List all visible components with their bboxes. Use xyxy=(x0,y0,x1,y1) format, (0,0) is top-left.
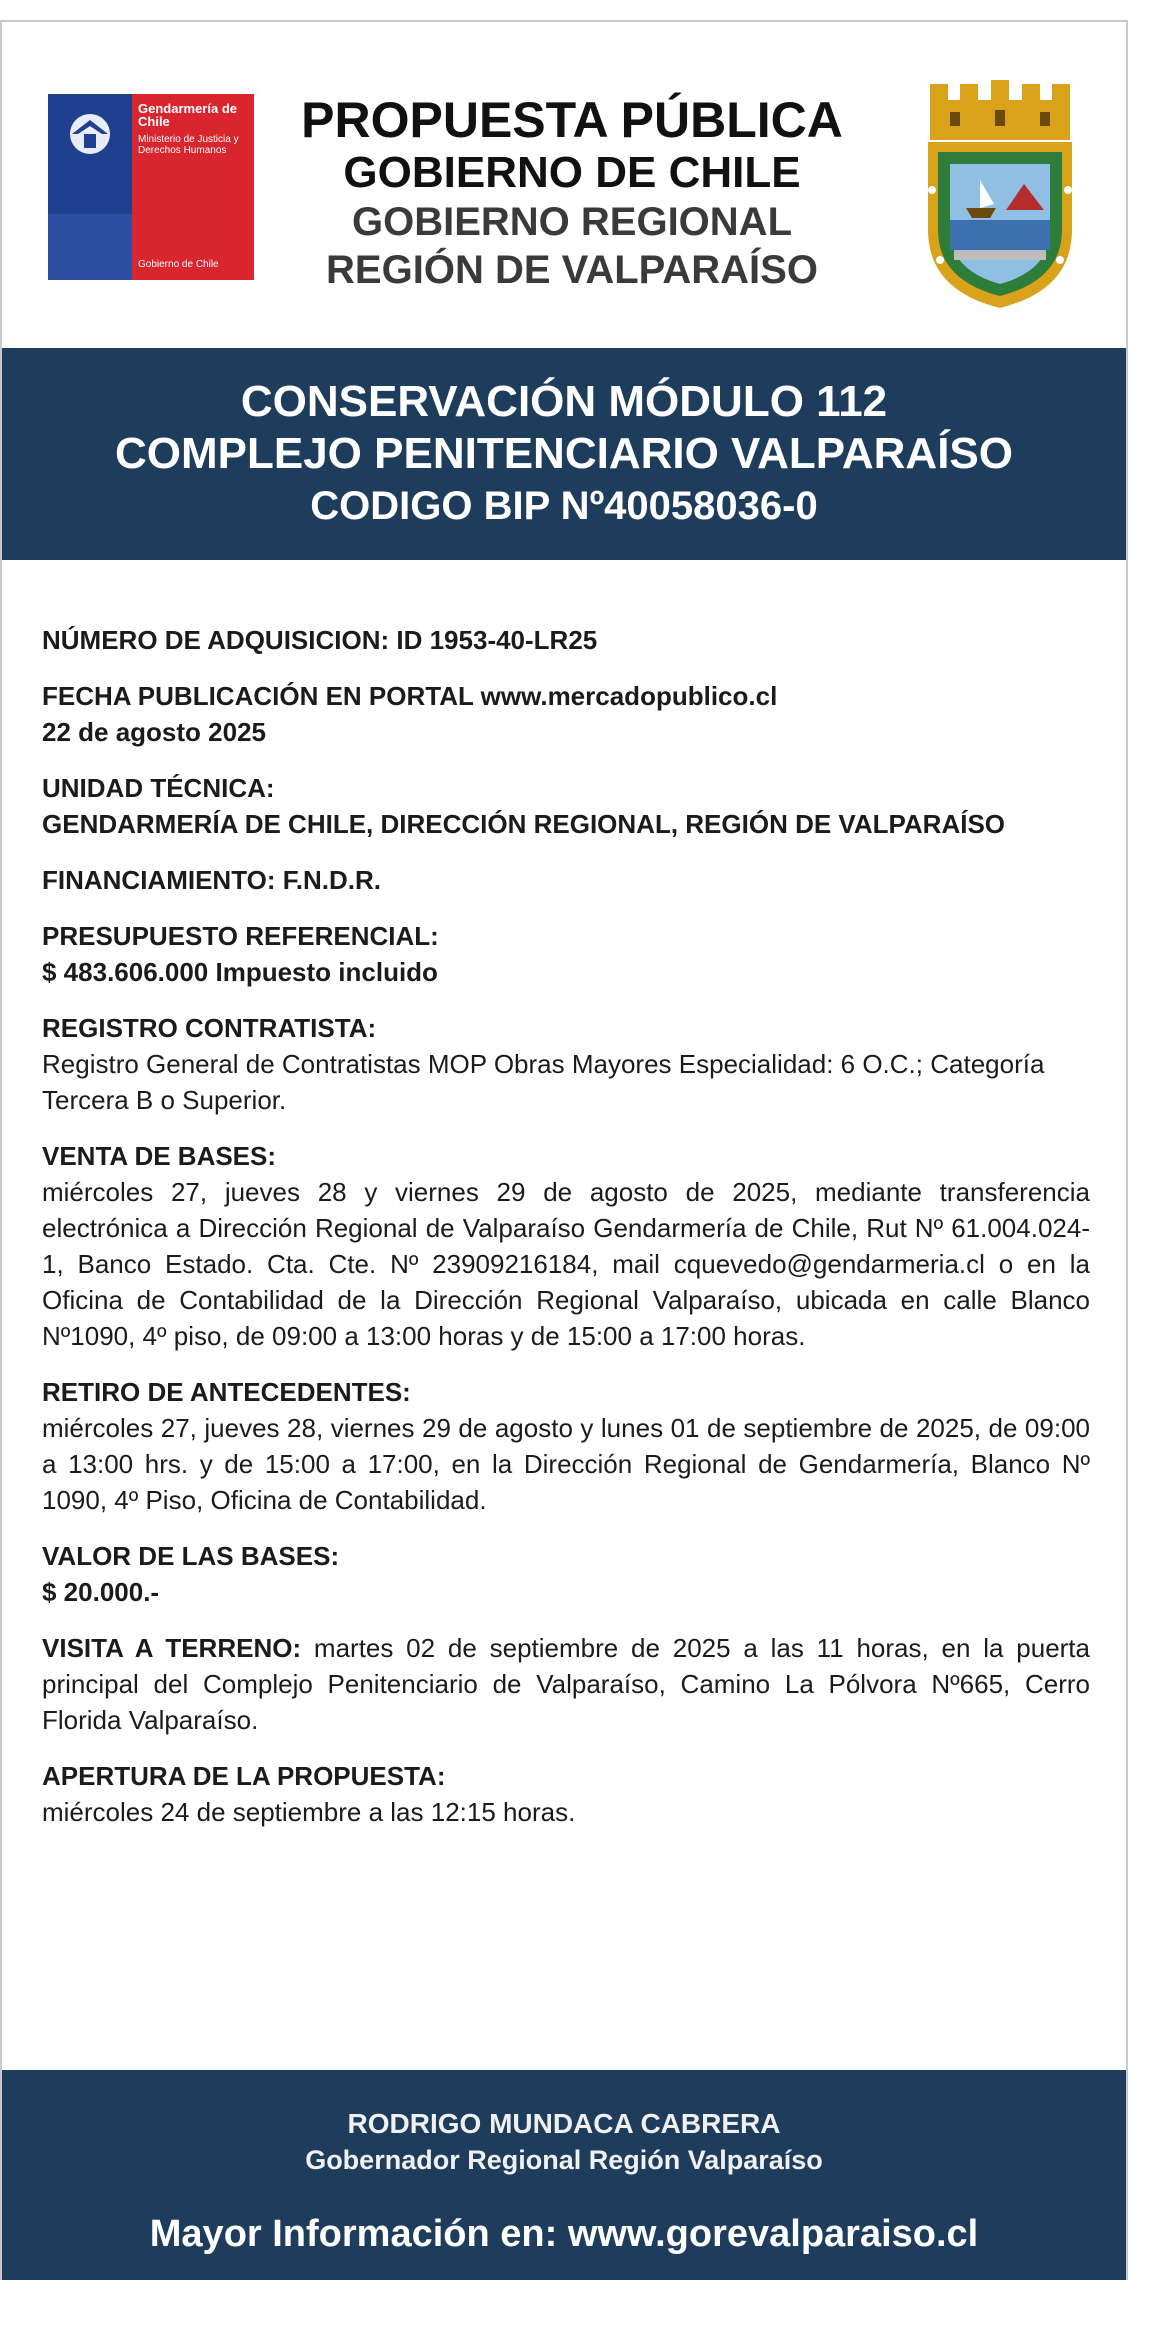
section-numero xyxy=(42,622,1090,658)
section-visita xyxy=(42,1630,1090,1738)
section-fecha xyxy=(42,678,1090,750)
numero-label: NÚMERO DE ADQUISICION: ID 1953-40-LR25 xyxy=(42,625,598,655)
fecha-label: FECHA PUBLICACIÓN EN PORTAL www.mercadopublico.cl xyxy=(42,681,778,711)
logo-line-1: Gendarmería de Chile xyxy=(138,101,237,129)
project-banner xyxy=(2,348,1126,560)
section-registro xyxy=(42,1010,1090,1118)
notice-body xyxy=(42,622,1090,1850)
retiro-label: RETIRO DE ANTECEDENTES: xyxy=(42,1377,411,1407)
section-presupuesto xyxy=(42,918,1090,990)
section-valor xyxy=(42,1538,1090,1610)
unidad-label: UNIDAD TÉCNICA: xyxy=(42,773,275,803)
logo-line-3: Gobierno de Chile xyxy=(138,259,219,270)
financiamiento-label: FINANCIAMIENTO: F.N.D.R. xyxy=(42,865,381,895)
visita-value: martes 02 de septiembre de 2025 a las 11 horas, en la puerta principal del Complejo Penitenciario de Valparaíso, Camino La Pólvora Nº665, Cerro Florida Valparaíso. xyxy=(42,1633,1090,1735)
notice-frame xyxy=(0,20,1128,2280)
more-info-link[interactable]: Mayor Información en: www.gorevalparaiso.cl xyxy=(149,2213,979,2255)
apertura-value: miércoles 24 de septiembre a las 12:15 horas. xyxy=(42,1797,576,1827)
valor-value: $ 20.000.- xyxy=(42,1577,160,1607)
presupuesto-value: $ 483.606.000 Impuesto incluido xyxy=(42,957,438,987)
header-line-2: GOBIERNO DE CHILE xyxy=(343,148,801,197)
banner-line-1: CONSERVACIÓN MÓDULO 112 xyxy=(240,377,888,426)
header-line-4: REGIÓN DE VALPARAÍSO xyxy=(326,248,818,292)
header xyxy=(2,22,1126,348)
section-apertura xyxy=(42,1758,1090,1830)
section-retiro xyxy=(42,1374,1090,1518)
valor-label: VALOR DE LAS BASES: xyxy=(42,1541,340,1571)
banner-line-3: CODIGO BIP Nº40058036-0 xyxy=(310,484,818,528)
presupuesto-label: PRESUPUESTO REFERENCIAL: xyxy=(42,921,439,951)
registro-value: Registro General de Contratistas MOP Obras Mayores Especialidad: 6 O.C.; Categoría Tercera B o Superior. xyxy=(42,1049,1045,1115)
unidad-value: GENDARMERÍA DE CHILE, DIRECCIÓN REGIONAL, REGIÓN DE VALPARAÍSO xyxy=(42,809,1006,839)
section-venta xyxy=(42,1138,1090,1354)
registro-label: REGISTRO CONTRATISTA: xyxy=(42,1013,377,1043)
page-title: PROPUESTA PÚBLICA xyxy=(301,92,843,148)
visita-label: VISITA A TERRENO: xyxy=(42,1633,302,1663)
governor-name: RODRIGO MUNDACA CABRERA xyxy=(347,2108,781,2139)
banner-line-2: COMPLEJO PENITENCIARIO VALPARAÍSO xyxy=(114,429,1013,478)
section-unidad xyxy=(42,770,1090,842)
fecha-value: 22 de agosto 2025 xyxy=(42,717,266,747)
apertura-label: APERTURA DE LA PROPUESTA: xyxy=(42,1761,446,1791)
venta-value: miércoles 27, jueves 28 y viernes 29 de agosto de 2025, mediante transferencia electrónica a Dirección Regional de Valparaíso Gendarmería de Chile, Rut Nº 61.004.024-1, Banco Estado. Cta. Cte. Nº 23909216184, mail cquevedo@gendarmeria.cl o en la Oficina de Contabilidad de la Dirección Regional Valparaíso, ubicada en calle Blanco Nº1090, 4º piso, de 09:00 a 13:00 horas y de 15:00 a 17:00 horas. xyxy=(42,1177,1090,1351)
governor-role: Gobernador Regional Región Valparaíso xyxy=(305,2145,823,2175)
footer-band xyxy=(2,2070,1126,2280)
venta-label: VENTA DE BASES: xyxy=(42,1141,277,1171)
title-block xyxy=(262,92,882,294)
retiro-value: miércoles 27, jueves 28, viernes 29 de agosto y lunes 01 de septiembre de 2025, de 09:00 a 13:00 hrs. y de 15:00 a 17:00, en la Dirección Regional de Gendarmería, Blanco Nº 1090, 4º Piso, Oficina de Contabilidad. xyxy=(42,1413,1090,1515)
valparaiso-crest-icon xyxy=(920,80,1080,312)
logo-line-2: Ministerio de Justicia y Derechos Humanos xyxy=(138,134,239,156)
header-line-3: GOBIERNO REGIONAL xyxy=(351,200,793,244)
section-financiamiento xyxy=(42,862,1090,898)
gendarmeria-logo xyxy=(48,94,254,280)
condor-emblem-icon xyxy=(58,104,122,160)
